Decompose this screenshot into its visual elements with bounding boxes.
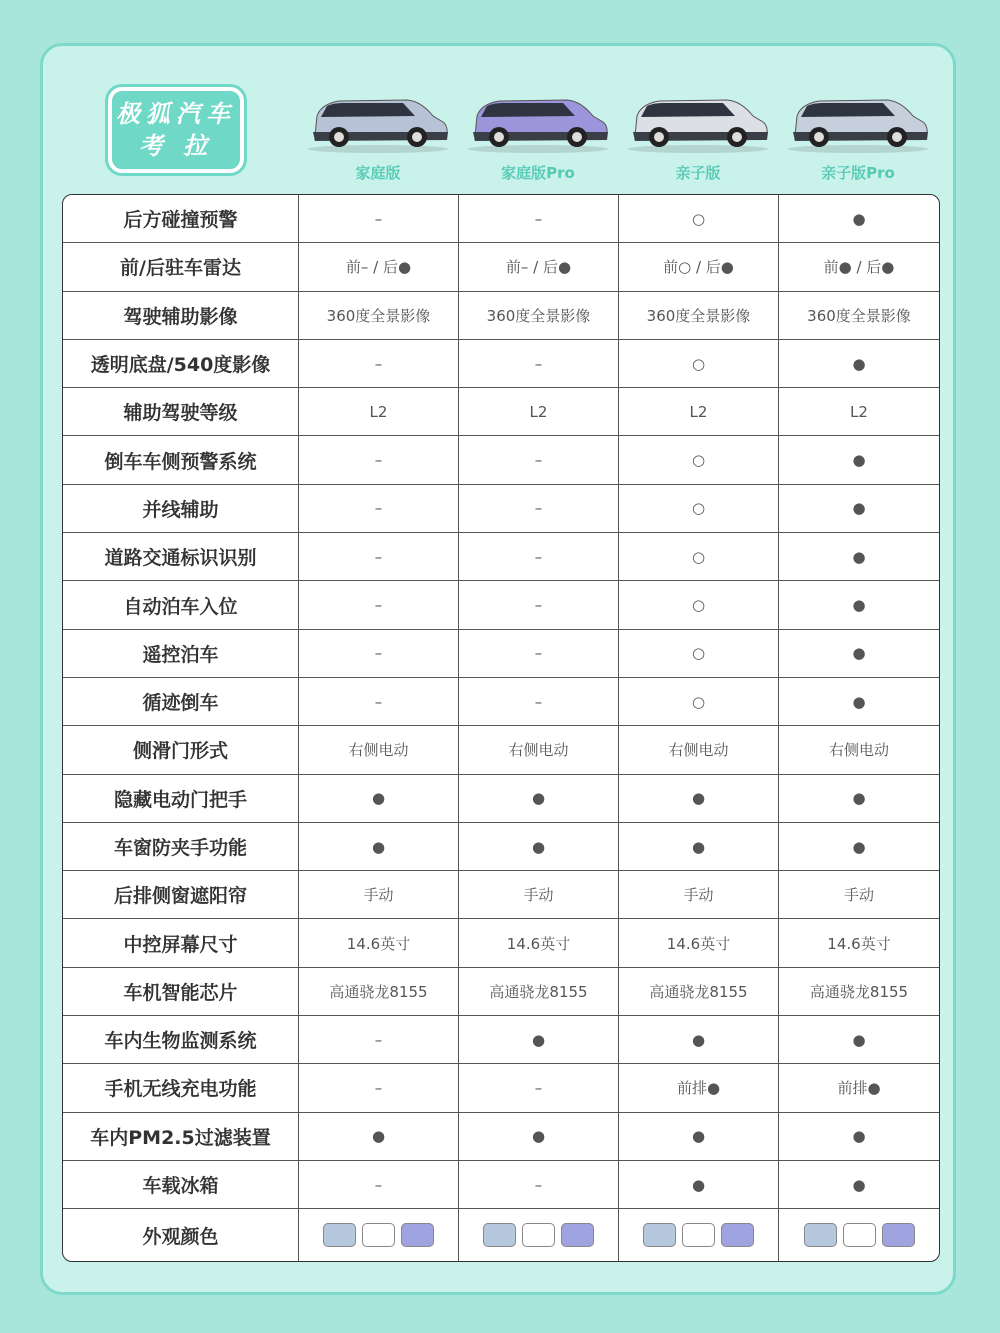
feature-label: 车机智能芯片	[63, 968, 299, 1016]
feature-label: 自动泊车入位	[63, 581, 299, 629]
spec-cell: ●	[779, 630, 939, 678]
table-row	[63, 195, 939, 243]
spec-cell: ●	[779, 533, 939, 581]
feature-label: 后方碰撞预警	[63, 195, 299, 243]
feature-label: 遥控泊车	[63, 630, 299, 678]
spec-cell: L2	[619, 388, 779, 436]
table-row	[63, 292, 939, 340]
spec-cell: –	[459, 630, 619, 678]
spec-cell: 右侧电动	[299, 726, 459, 774]
spec-cell: 前排●	[779, 1064, 939, 1112]
spec-cell: –	[459, 533, 619, 581]
table-row	[63, 1016, 939, 1064]
spec-cell: 手动	[619, 871, 779, 919]
color-swatch	[362, 1223, 395, 1247]
spec-cell: 高通骁龙8155	[459, 968, 619, 1016]
minivan-image	[463, 92, 613, 154]
spec-cell: 前排●	[619, 1064, 779, 1112]
spec-cell: 前– / 后●	[459, 243, 619, 291]
spec-cell: ●	[619, 775, 779, 823]
spec-cell: ●	[779, 1016, 939, 1064]
minivan-image	[623, 92, 773, 154]
spec-cell: 高通骁龙8155	[619, 968, 779, 1016]
table-row	[63, 533, 939, 581]
feature-label: 前/后驻车雷达	[63, 243, 299, 291]
spec-cell: –	[299, 1064, 459, 1112]
table-row	[63, 871, 939, 919]
variant-column-header	[618, 92, 778, 183]
spec-cell: ○	[619, 630, 779, 678]
spec-cell: –	[299, 195, 459, 243]
minivan-image	[783, 92, 933, 154]
spec-cell: –	[459, 1064, 619, 1112]
spec-cell: –	[299, 581, 459, 629]
spec-cell: ●	[779, 1161, 939, 1209]
spec-cell: ●	[779, 775, 939, 823]
spec-cell: –	[459, 340, 619, 388]
spec-cell: ●	[619, 1016, 779, 1064]
feature-label: 辅助驾驶等级	[63, 388, 299, 436]
feature-label: 并线辅助	[63, 485, 299, 533]
color-swatch	[401, 1223, 434, 1247]
spec-cell: ●	[459, 775, 619, 823]
table-row	[63, 823, 939, 871]
spec-cell: –	[459, 436, 619, 484]
spec-cell: 14.6英寸	[619, 919, 779, 967]
spec-cell: ●	[299, 823, 459, 871]
spec-cell: 手动	[299, 871, 459, 919]
spec-cell: 高通骁龙8155	[299, 968, 459, 1016]
spec-cell: L2	[299, 388, 459, 436]
spec-cell: ○	[619, 533, 779, 581]
spec-cell: 360度全景影像	[459, 292, 619, 340]
feature-label: 后排侧窗遮阳帘	[63, 871, 299, 919]
spec-cell: ●	[779, 340, 939, 388]
spec-cell: ●	[779, 678, 939, 726]
table-row	[63, 968, 939, 1016]
variant-name: 亲子版Pro	[821, 164, 895, 182]
feature-label: 循迹倒车	[63, 678, 299, 726]
spec-cell: 前○ / 后●	[619, 243, 779, 291]
feature-label: 驾驶辅助影像	[63, 292, 299, 340]
feature-label: 倒车车侧预警系统	[63, 436, 299, 484]
feature-label: 隐藏电动门把手	[63, 775, 299, 823]
spec-cell: –	[459, 581, 619, 629]
minivan-image	[303, 92, 453, 154]
table-row	[63, 775, 939, 823]
table-row	[63, 340, 939, 388]
feature-label: 道路交通标识识别	[63, 533, 299, 581]
color-swatch	[643, 1223, 676, 1247]
spec-table	[62, 194, 940, 1262]
brand-line2: 考 拉	[138, 132, 214, 160]
color-swatch	[561, 1223, 594, 1247]
feature-label: 外观颜色	[63, 1209, 299, 1261]
spec-cell: ●	[459, 823, 619, 871]
feature-label: 车载冰箱	[63, 1161, 299, 1209]
spec-cell: ○	[619, 195, 779, 243]
table-row	[63, 630, 939, 678]
spec-cell: –	[459, 485, 619, 533]
table-row	[63, 726, 939, 774]
spec-cell: ●	[459, 1113, 619, 1161]
feature-label: 透明底盘/540度影像	[63, 340, 299, 388]
table-row	[63, 485, 939, 533]
variant-name: 家庭版Pro	[501, 164, 575, 182]
table-row	[63, 243, 939, 291]
spec-cell: 14.6英寸	[459, 919, 619, 967]
feature-label: 车内PM2.5过滤装置	[63, 1113, 299, 1161]
color-swatch	[323, 1223, 356, 1247]
brand-line1: 极狐汽车	[116, 100, 236, 128]
color-swatch	[522, 1223, 555, 1247]
table-row	[63, 581, 939, 629]
color-swatch	[682, 1223, 715, 1247]
spec-cell: –	[299, 1016, 459, 1064]
spec-cell: ●	[619, 1113, 779, 1161]
spec-cell: ○	[619, 581, 779, 629]
table-row	[63, 919, 939, 967]
feature-label: 车窗防夹手功能	[63, 823, 299, 871]
spec-cell: –	[299, 678, 459, 726]
spec-cell: ●	[299, 775, 459, 823]
feature-label: 手机无线充电功能	[63, 1064, 299, 1112]
spec-cell: –	[299, 630, 459, 678]
spec-cell: –	[299, 1161, 459, 1209]
spec-cell: 高通骁龙8155	[779, 968, 939, 1016]
feature-label: 车内生物监测系统	[63, 1016, 299, 1064]
spec-cell: –	[459, 678, 619, 726]
spec-cell: ●	[459, 1016, 619, 1064]
spec-cell: ○	[619, 485, 779, 533]
variant-name: 亲子版	[675, 164, 721, 182]
spec-cell: 右侧电动	[779, 726, 939, 774]
table-row	[63, 678, 939, 726]
spec-cell: ●	[619, 1161, 779, 1209]
spec-cell: –	[299, 485, 459, 533]
spec-cell: ●	[299, 1113, 459, 1161]
color-row	[63, 1209, 939, 1261]
spec-cell: 手动	[779, 871, 939, 919]
spec-cell: ●	[619, 823, 779, 871]
table-row	[63, 1161, 939, 1209]
spec-cell: ●	[779, 581, 939, 629]
spec-cell: ●	[779, 823, 939, 871]
spec-cell: ○	[619, 436, 779, 484]
spec-cell: 手动	[459, 871, 619, 919]
spec-cell: L2	[779, 388, 939, 436]
variant-column-header	[298, 92, 458, 183]
spec-cell: 14.6英寸	[779, 919, 939, 967]
spec-cell: –	[459, 1161, 619, 1209]
color-swatch	[804, 1223, 837, 1247]
feature-label: 中控屏幕尺寸	[63, 919, 299, 967]
variant-column-header	[778, 92, 938, 183]
table-row	[63, 388, 939, 436]
spec-cell: –	[299, 340, 459, 388]
spec-cell: L2	[459, 388, 619, 436]
variant-name: 家庭版	[355, 164, 401, 182]
spec-cell: ●	[779, 195, 939, 243]
color-swatch	[882, 1223, 915, 1247]
spec-cell: 前● / 后●	[779, 243, 939, 291]
spec-cell: ●	[779, 1113, 939, 1161]
spec-cell: 360度全景影像	[619, 292, 779, 340]
variant-column-header	[458, 92, 618, 183]
spec-cell: –	[299, 436, 459, 484]
spec-cell: 14.6英寸	[299, 919, 459, 967]
spec-cell: 右侧电动	[459, 726, 619, 774]
brand-logo	[108, 87, 244, 173]
color-swatch	[843, 1223, 876, 1247]
color-swatch	[483, 1223, 516, 1247]
table-row	[63, 1064, 939, 1112]
spec-cell: ○	[619, 678, 779, 726]
spec-cell: 360度全景影像	[779, 292, 939, 340]
spec-cell: 右侧电动	[619, 726, 779, 774]
spec-cell: ●	[779, 485, 939, 533]
spec-cell: –	[459, 195, 619, 243]
spec-cell: ○	[619, 340, 779, 388]
table-row	[63, 1113, 939, 1161]
color-swatch-cell	[299, 1209, 459, 1261]
color-swatch	[721, 1223, 754, 1247]
spec-cell: –	[299, 533, 459, 581]
spec-cell: ●	[779, 436, 939, 484]
color-swatch-cell	[779, 1209, 939, 1261]
color-swatch-cell	[619, 1209, 779, 1261]
table-row	[63, 436, 939, 484]
color-swatch-cell	[459, 1209, 619, 1261]
spec-cell: 360度全景影像	[299, 292, 459, 340]
spec-cell: 前– / 后●	[299, 243, 459, 291]
feature-label: 侧滑门形式	[63, 726, 299, 774]
